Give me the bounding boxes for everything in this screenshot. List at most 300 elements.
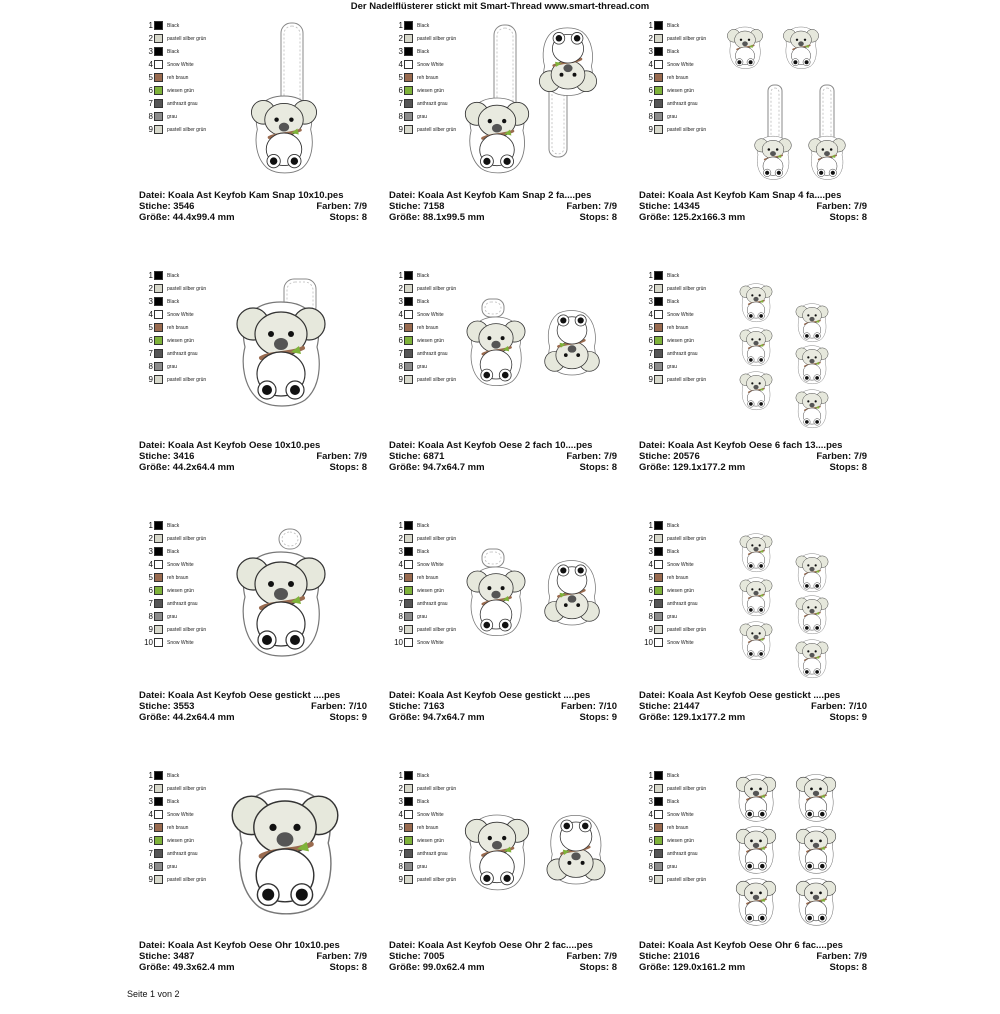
thread-name: grau [667,864,678,870]
color-count: Farben: 7/9 [816,951,867,962]
thread-swatch [404,625,413,634]
design-card [383,764,633,1014]
thread-color-row [389,59,509,72]
thread-name: pastell silber grün [417,877,457,883]
thread-name: wiesen grün [417,88,444,94]
thread-swatch [404,349,413,358]
thread-number: 4 [148,560,153,569]
design-card [133,14,383,264]
thread-name: reh braun [667,825,689,831]
stitch-count: Stiche: 3546 [139,201,195,212]
thread-name: anthrazit grau [417,851,448,857]
thread-swatch [154,60,163,69]
thread-number: 7 [398,99,403,108]
stop-count: Stops: 9 [579,712,617,723]
thread-number: 3 [148,797,153,806]
thread-name: anthrazit grau [667,851,698,857]
koala-embroidery-image [733,618,779,667]
thread-name: Snow White [417,62,444,68]
thread-swatch [154,797,163,806]
thread-swatch [654,34,663,43]
thread-swatch [654,375,663,384]
thread-name: pastell silber grün [167,286,207,292]
thread-number: 9 [648,125,653,134]
thread-swatch [154,638,163,647]
thread-swatch [404,310,413,319]
thread-number: 2 [648,284,653,293]
thread-color-row [389,46,509,59]
thread-swatch [654,823,663,832]
thread-name: Black [167,523,180,529]
koala-embroidery-image [789,770,843,829]
file-name: Datei: Koala Ast Keyfob Oese 10x10.pes [139,440,321,451]
thread-swatch [654,849,663,858]
thread-swatch [654,310,663,319]
color-count: Farben: 7/10 [811,701,867,712]
thread-swatch [404,547,413,556]
thread-number: 6 [648,86,653,95]
thread-number: 9 [648,875,653,884]
thread-swatch [654,271,663,280]
koala-embroidery-image [729,770,783,829]
thread-name: reh braun [167,825,189,831]
thread-number: 2 [148,284,153,293]
thread-name: pastell silber grün [667,877,707,883]
file-name: Datei: Koala Ast Keyfob Oese Ohr 10x10.pes [139,940,340,951]
thread-color-row [389,270,509,283]
thread-number: 2 [398,284,403,293]
thread-color-row [639,85,759,98]
thread-name: anthrazit grau [417,601,448,607]
design-size: Größe: 125.2x166.3 mm [639,212,746,223]
thread-swatch [654,21,663,30]
design-size: Größe: 129.0x161.2 mm [639,962,746,973]
stop-count: Stops: 8 [579,462,617,473]
color-count: Farben: 7/9 [566,201,617,212]
thread-swatch [404,534,413,543]
thread-swatch [154,310,163,319]
thread-color-row [389,20,509,33]
thread-name: grau [417,114,428,120]
thread-number: 1 [148,21,153,30]
file-name: Datei: Koala Ast Keyfob Oese gestickt ....pes [639,690,841,701]
thread-swatch [654,73,663,82]
thread-number: 6 [148,336,153,345]
file-name: Datei: Koala Ast Keyfob Oese gestickt ....pes [389,690,591,701]
thread-number: 7 [398,599,403,608]
stitch-count: Stiche: 7163 [389,701,445,712]
koala-embroidery-image [541,552,603,641]
thread-name: Snow White [667,312,694,318]
thread-name: pastell silber grün [667,536,707,542]
thread-name: Black [667,23,680,29]
thread-name: pastell silber grün [417,786,457,792]
design-info [639,190,867,223]
thread-swatch [404,586,413,595]
color-count: Farben: 7/10 [561,701,617,712]
thread-color-row [389,520,509,533]
thread-swatch [154,284,163,293]
thread-swatch [654,862,663,871]
thread-color-row [139,85,259,98]
thread-number: 1 [398,21,403,30]
thread-name: grau [167,364,178,370]
thread-number: 8 [398,112,403,121]
thread-number: 8 [398,362,403,371]
thread-name: reh braun [667,75,689,81]
design-size: Größe: 129.1x177.2 mm [639,712,746,723]
stitch-count: Stiche: 21447 [639,701,700,712]
thread-swatch [654,638,663,647]
thread-name: Black [667,523,680,529]
thread-number: 6 [398,86,403,95]
thread-swatch [654,612,663,621]
thread-swatch [154,521,163,530]
thread-name: reh braun [667,325,689,331]
koala-embroidery-image [789,592,835,641]
koala-embroidery-image [231,542,331,667]
koala-embroidery-image [733,574,779,623]
thread-name: Black [667,799,680,805]
thread-number: 8 [148,112,153,121]
stop-count: Stops: 8 [329,212,367,223]
thread-name: pastell silber grün [417,627,457,633]
thread-swatch [404,849,413,858]
thread-swatch [154,375,163,384]
thread-name: Black [417,799,430,805]
stitch-count: Stiche: 3487 [139,951,195,962]
thread-number: 3 [648,47,653,56]
thread-number: 3 [148,547,153,556]
koala-embroidery-image [231,292,331,417]
thread-swatch [154,784,163,793]
thread-number: 2 [148,784,153,793]
thread-swatch [154,73,163,82]
stitch-count: Stiche: 20576 [639,451,700,462]
thread-swatch [404,21,413,30]
thread-swatch [654,297,663,306]
thread-swatch [654,625,663,634]
thread-number: 1 [648,521,653,530]
thread-number: 8 [648,862,653,871]
thread-name: pastell silber grün [167,127,207,133]
thread-swatch [654,836,663,845]
thread-name: pastell silber grün [667,36,707,42]
thread-name: Snow White [667,62,694,68]
design-card [633,264,883,514]
design-card [133,514,383,764]
thread-swatch [404,810,413,819]
koala-embroidery-image [463,558,529,647]
stitch-count: Stiche: 3553 [139,701,195,712]
design-info [639,690,867,723]
thread-name: pastell silber grün [667,127,707,133]
thread-name: Snow White [167,62,194,68]
thread-name: Black [417,49,430,55]
thread-number: 7 [398,349,403,358]
thread-number: 5 [148,323,153,332]
thread-color-row [139,111,259,124]
thread-number: 6 [398,336,403,345]
design-info [639,940,867,973]
file-name: Datei: Koala Ast Keyfob Oese Ohr 2 fac....pes [389,940,593,951]
thread-name: reh braun [167,325,189,331]
stop-count: Stops: 8 [329,962,367,973]
thread-number: 7 [648,849,653,858]
thread-color-row [389,72,509,85]
thread-color-row [139,72,259,85]
thread-number: 5 [148,73,153,82]
koala-embroidery-image [461,804,533,903]
color-count: Farben: 7/9 [816,451,867,462]
stop-count: Stops: 8 [579,212,617,223]
thread-number: 4 [148,60,153,69]
thread-number: 2 [648,784,653,793]
thread-swatch [154,336,163,345]
thread-name: anthrazit grau [167,851,198,857]
thread-name: Snow White [167,640,194,646]
thread-color-row [139,20,259,33]
thread-name: pastell silber grün [167,627,207,633]
thread-swatch [154,771,163,780]
thread-swatch [404,521,413,530]
thread-number: 1 [648,771,653,780]
thread-number: 9 [398,375,403,384]
thread-swatch [404,284,413,293]
thread-name: grau [667,614,678,620]
thread-name: wiesen grün [167,588,194,594]
thread-swatch [404,34,413,43]
thread-name: wiesen grün [167,338,194,344]
thread-number: 9 [148,875,153,884]
file-name: Datei: Koala Ast Keyfob Oese Ohr 6 fac....pes [639,940,843,951]
thread-number: 3 [648,797,653,806]
thread-name: grau [167,114,178,120]
thread-color-row [389,283,509,296]
thread-number: 9 [398,625,403,634]
design-info [639,440,867,473]
thread-swatch [654,784,663,793]
thread-name: grau [417,864,428,870]
thread-color-row [389,33,509,46]
thread-swatch [654,875,663,884]
design-info [139,190,367,223]
thread-name: anthrazit grau [667,601,698,607]
thread-swatch [654,810,663,819]
thread-number: 3 [398,547,403,556]
thread-number: 3 [148,297,153,306]
stitch-count: Stiche: 21016 [639,951,700,962]
thread-name: pastell silber grün [417,127,457,133]
koala-embroidery-image [225,774,345,929]
thread-number: 5 [648,573,653,582]
color-count: Farben: 7/9 [316,451,367,462]
thread-swatch [654,797,663,806]
koala-embroidery-image [733,280,779,329]
thread-color-row [139,33,259,46]
koala-embroidery-image [533,24,603,107]
thread-name: grau [167,864,178,870]
color-count: Farben: 7/9 [566,951,617,962]
design-info [139,940,367,973]
stitch-count: Stiche: 7005 [389,951,445,962]
thread-swatch [404,336,413,345]
thread-swatch [654,349,663,358]
design-card [633,514,883,764]
thread-name: wiesen grün [417,838,444,844]
thread-number: 5 [648,323,653,332]
thread-number: 9 [148,125,153,134]
thread-number: 2 [648,534,653,543]
stop-count: Stops: 9 [329,712,367,723]
thread-name: pastell silber grün [667,786,707,792]
thread-number: 8 [148,362,153,371]
thread-number: 5 [398,73,403,82]
thread-number: 3 [398,797,403,806]
thread-swatch [404,771,413,780]
thread-color-row [389,783,509,796]
koala-embroidery-image [733,368,779,417]
thread-number: 5 [148,573,153,582]
thread-swatch [654,323,663,332]
thread-swatch [404,797,413,806]
thread-swatch [404,875,413,884]
thread-name: Snow White [167,312,194,318]
thread-swatch [154,862,163,871]
thread-swatch [154,586,163,595]
thread-number: 5 [148,823,153,832]
thread-number: 7 [648,99,653,108]
thread-color-row [139,520,259,533]
thread-swatch [404,612,413,621]
thread-number: 1 [648,271,653,280]
thread-number: 6 [148,836,153,845]
thread-number: 1 [398,771,403,780]
thread-number: 7 [148,849,153,858]
thread-number: 10 [644,638,653,647]
thread-number: 5 [648,73,653,82]
thread-swatch [404,99,413,108]
thread-swatch [404,599,413,608]
page-footer: Seite 1 von 2 [127,989,180,999]
thread-swatch [154,560,163,569]
file-name: Datei: Koala Ast Keyfob Kam Snap 10x10.pes [139,190,344,201]
thread-number: 5 [398,573,403,582]
thread-number: 3 [148,47,153,56]
thread-name: pastell silber grün [417,286,457,292]
thread-name: Black [167,799,180,805]
thread-name: anthrazit grau [417,101,448,107]
thread-number: 8 [648,362,653,371]
thread-name: pastell silber grün [167,877,207,883]
thread-color-row [389,770,509,783]
thread-name: wiesen grün [667,338,694,344]
color-count: Farben: 7/10 [311,701,367,712]
koala-embroidery-image [541,302,603,391]
thread-number: 1 [398,271,403,280]
thread-number: 9 [648,625,653,634]
thread-swatch [154,47,163,56]
design-card [633,14,883,264]
thread-swatch [654,112,663,121]
koala-embroidery-image [733,324,779,373]
file-name: Datei: Koala Ast Keyfob Kam Snap 4 fa....pes [639,190,842,201]
thread-name: Black [667,549,680,555]
design-card [383,264,633,514]
stitch-count: Stiche: 6871 [389,451,445,462]
thread-name: Snow White [167,562,194,568]
thread-name: Black [417,273,430,279]
koala-embroidery-image [461,90,533,183]
thread-name: Black [167,549,180,555]
thread-number: 9 [398,125,403,134]
thread-number: 2 [148,534,153,543]
thread-swatch [404,73,413,82]
thread-number: 5 [398,823,403,832]
thread-number: 8 [648,112,653,121]
thread-swatch [154,112,163,121]
thread-number: 6 [148,86,153,95]
thread-number: 3 [398,47,403,56]
thread-color-row [139,59,259,72]
koala-embroidery-image [805,132,849,187]
thread-number: 2 [398,34,403,43]
thread-swatch [654,125,663,134]
koala-embroidery-image [729,874,783,933]
thread-number: 8 [648,612,653,621]
thread-swatch [404,560,413,569]
thread-swatch [654,47,663,56]
thread-number: 3 [648,297,653,306]
thread-swatch [154,21,163,30]
thread-name: Black [417,773,430,779]
thread-name: anthrazit grau [417,351,448,357]
design-size: Größe: 88.1x99.5 mm [389,212,485,223]
thread-swatch [404,86,413,95]
thread-name: wiesen grün [667,588,694,594]
thread-number: 8 [148,612,153,621]
thread-name: Snow White [417,812,444,818]
thread-swatch [404,112,413,121]
thread-name: Snow White [417,312,444,318]
thread-swatch [654,560,663,569]
thread-color-row [389,533,509,546]
thread-number: 4 [648,310,653,319]
thread-name: Black [417,23,430,29]
thread-name: reh braun [417,75,439,81]
thread-swatch [654,547,663,556]
thread-name: anthrazit grau [167,351,198,357]
thread-swatch [154,349,163,358]
thread-name: Black [417,523,430,529]
thread-swatch [404,573,413,582]
thread-number: 3 [648,547,653,556]
thread-number: 7 [398,849,403,858]
thread-name: grau [417,614,428,620]
thread-color-row [139,98,259,111]
thread-swatch [154,86,163,95]
thread-swatch [654,86,663,95]
thread-number: 7 [648,349,653,358]
thread-swatch [404,638,413,647]
thread-name: pastell silber grün [167,536,207,542]
thread-swatch [404,823,413,832]
thread-name: grau [667,364,678,370]
design-info [139,440,367,473]
thread-name: reh braun [417,825,439,831]
color-count: Farben: 7/9 [816,201,867,212]
thread-swatch [654,771,663,780]
